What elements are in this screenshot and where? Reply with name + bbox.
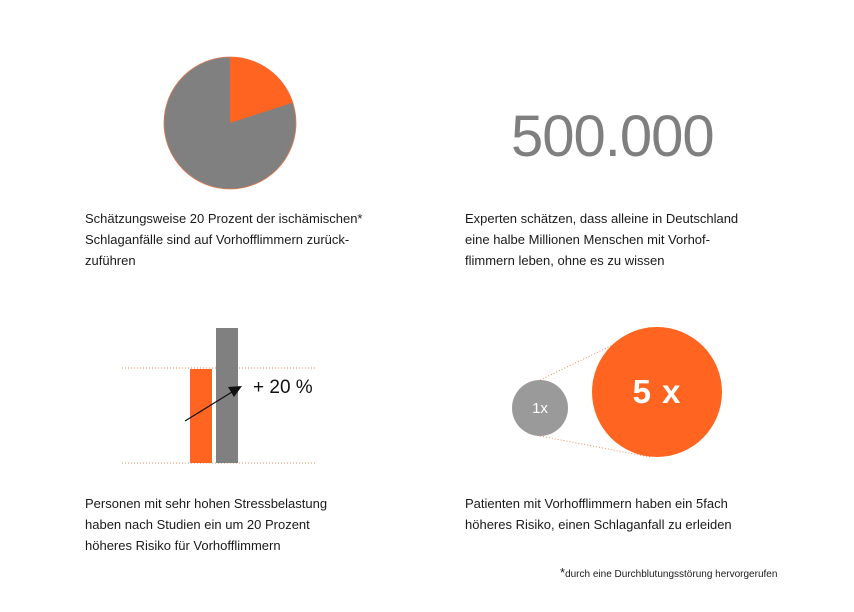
big-number: 500.000 [511,104,714,169]
circles-caption: Patienten mit Vorhofflimmern haben ein 5fach höheres Risiko, einen Schlaganfall zu erleiden [465,496,732,532]
footnote [560,565,777,580]
footnote-star: * [560,565,566,580]
pie-caption: Schätzungsweise 20 Prozent der ischämischen* Schlaganfälle sind auf Vorhofflimmern zurück- zuführen [85,211,363,268]
pie-chart [162,55,298,191]
increase-label: + 20 % [253,377,313,398]
bignum-caption: Experten schätzen, dass alleine in Deutschland eine halbe Millionen Menschen mit Vorhof- flimmern leben, ohne es zu wissen [465,211,739,268]
circle-5x: 5 x [592,327,722,457]
footnote-text: durch eine Durchblutungsstörung hervorgerufen [565,569,778,580]
bars-caption: Personen mit sehr hohen Stressbelastung haben nach Studien ein um 20 Prozent höheres Risiko für Vorhofflimmern [85,496,328,553]
circle-1x: 1x [512,380,568,436]
